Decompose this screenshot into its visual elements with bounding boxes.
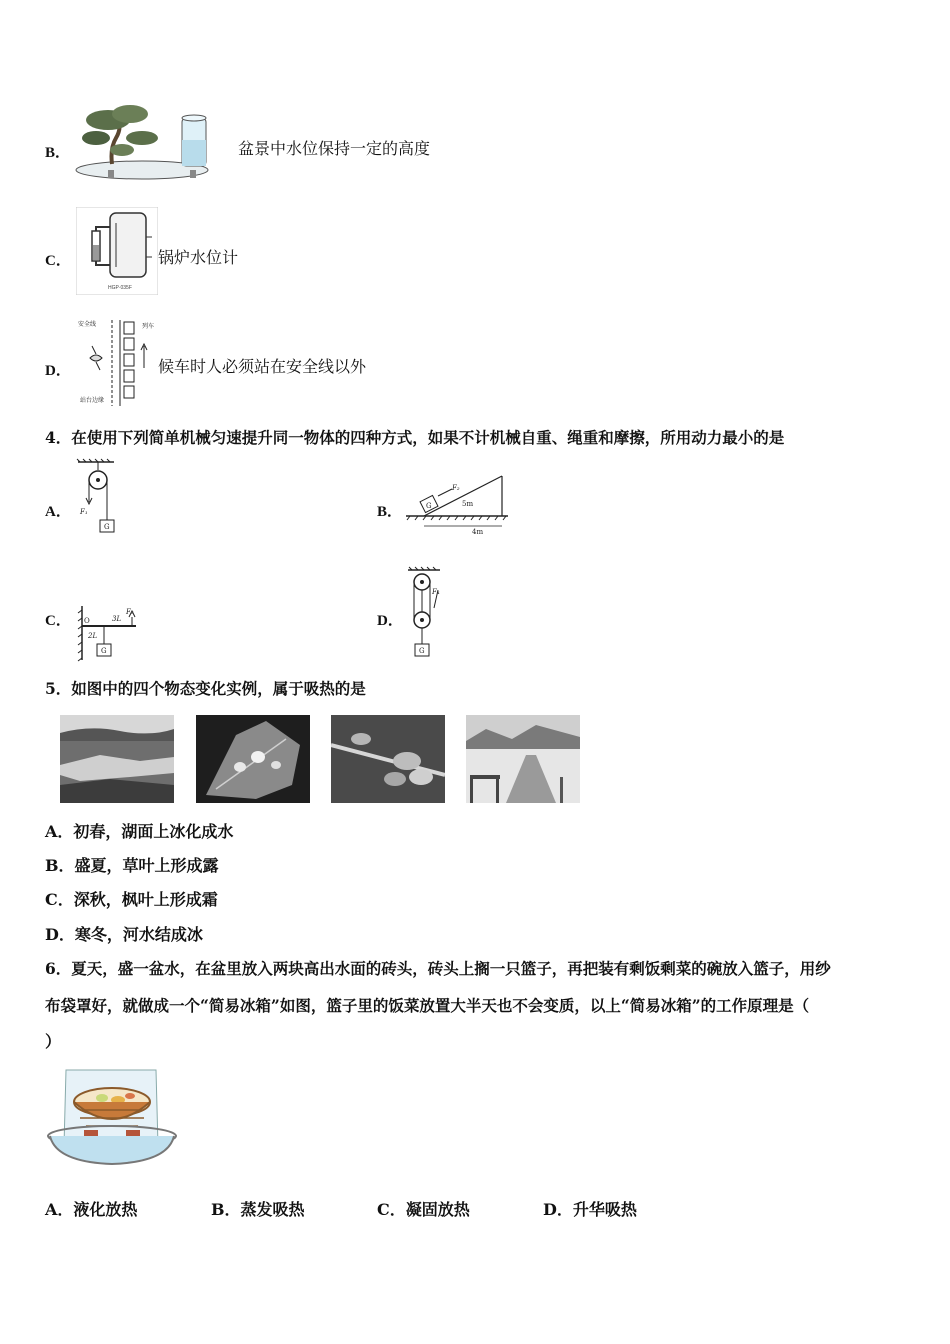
- option-d-text: 候车时人必须站在安全线以外: [158, 357, 367, 376]
- option-b-text: 盆景中水位保持一定的高度: [238, 139, 431, 158]
- option-letter-c: C．: [45, 253, 71, 269]
- q4-option-d-letter: D．: [377, 613, 403, 629]
- q5-option-d: D．寒冬，河水结成冰: [45, 925, 203, 944]
- fig-a-force: F₁: [80, 508, 88, 516]
- option-letter-b: B．: [45, 145, 71, 161]
- fig-c-l2: 2L: [88, 632, 98, 640]
- station-figure: [76, 316, 158, 408]
- q4-option-b-letter: B．: [377, 504, 403, 520]
- train-label: 列车: [142, 323, 155, 330]
- photo-melting-ice: [60, 715, 174, 803]
- fig-d-weight: G: [419, 647, 425, 655]
- q4-option-a-letter: A．: [45, 504, 71, 520]
- boiler-gauge-figure: [76, 207, 158, 295]
- q6-option-a: A．液化放热: [45, 1200, 138, 1219]
- fig-c-force: F₃: [126, 608, 134, 616]
- q4-fig-c-lever: [76, 604, 140, 662]
- fig-a-weight: G: [104, 523, 110, 531]
- q6-option-c: C．凝固放热: [377, 1200, 470, 1219]
- q4-stem: 4．在使用下列简单机械匀速提升同一物体的四种方式，如果不计机械自重、绳重和摩擦，所用动力最小的是: [45, 428, 785, 447]
- q5-option-b: B．盛夏，草叶上形成露: [45, 856, 219, 875]
- boiler-caption: HGP·035F: [108, 285, 132, 291]
- q5-option-c: C．深秋，枫叶上形成霜: [45, 890, 218, 909]
- photo-frozen-river: [466, 715, 580, 803]
- fig-b-force: F₂: [452, 484, 460, 492]
- q6-stem-line2: 布袋罩好，就做成一个“简易冰箱”如图，篮子里的饭菜放置大半天也不会变质，以上“简易冰箱”的工作原理是（: [45, 996, 810, 1015]
- simple-fridge-figure: [46, 1066, 182, 1168]
- q5-stem: 5．如图中的四个物态变化实例，属于吸热的是: [45, 679, 366, 698]
- option-c-text: 锅炉水位计: [158, 248, 239, 267]
- q5-option-a: A．初春，湖面上冰化成水: [45, 822, 234, 841]
- q4-fig-a-pulley: [74, 458, 120, 536]
- fig-d-force: F₄: [432, 588, 440, 596]
- q6-option-d: D．升华吸热: [543, 1200, 637, 1219]
- fig-b-slope-length: 5m: [462, 500, 474, 508]
- q6-option-b: B．蒸发吸热: [211, 1200, 305, 1219]
- option-letter-d: D．: [45, 363, 71, 379]
- q4-option-c-letter: C．: [45, 613, 71, 629]
- fig-c-pivot: O: [84, 617, 90, 625]
- platform-edge-label: 站台边缘: [80, 397, 105, 404]
- photo-frost-on-leaves: [331, 715, 445, 803]
- fig-b-weight: G: [426, 502, 432, 510]
- q6-stem-line1: 6．夏天，盛一盆水，在盆里放入两块高出水面的砖头，砖头上搁一只篮子，再把装有剩饭剩菜的碗放入篮子，用纱: [45, 959, 831, 978]
- fig-c-l1: 3L: [112, 615, 122, 623]
- bonsai-figure: [72, 98, 238, 182]
- fig-c-weight: G: [101, 647, 107, 655]
- photo-dew-on-leaf: [196, 715, 310, 803]
- q4-fig-b-incline: [404, 470, 510, 538]
- q4-fig-d-pulley-block: [404, 566, 444, 662]
- q6-stem-line3: ）: [45, 1032, 62, 1051]
- safety-line-label: 安全线: [78, 321, 97, 328]
- fig-b-base-length: 4m: [472, 528, 484, 536]
